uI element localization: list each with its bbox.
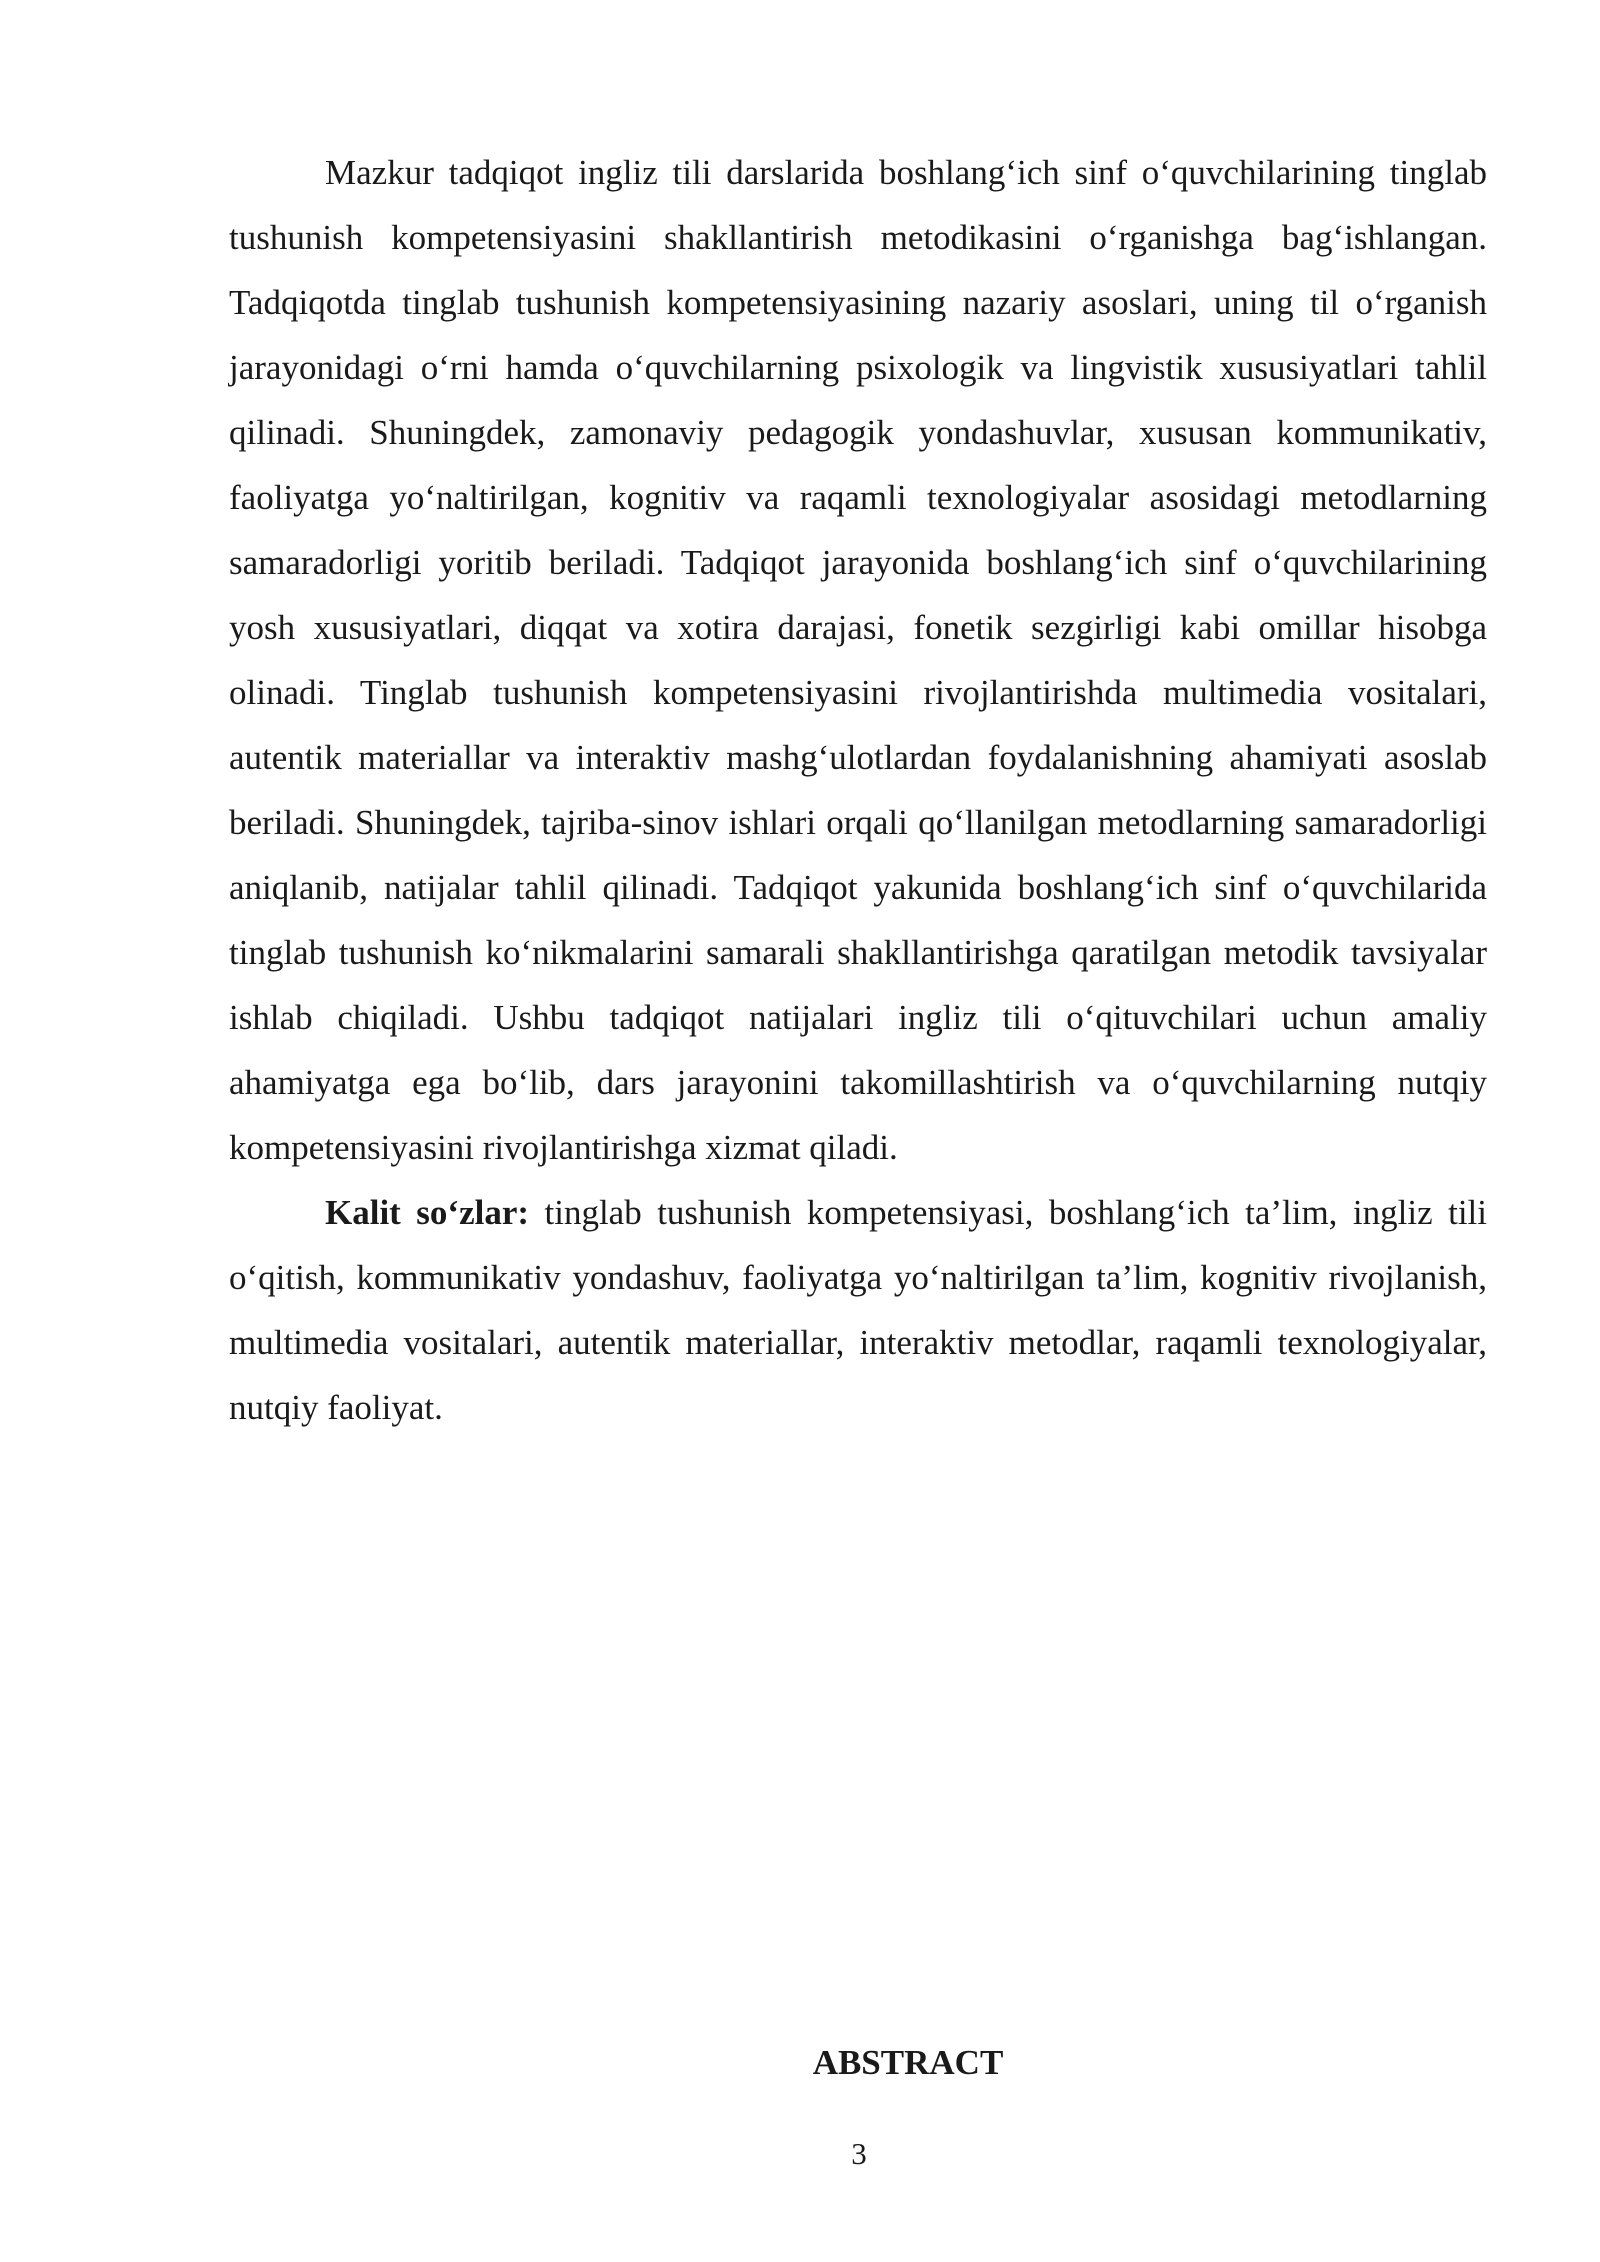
keywords-label: Kalit so‘zlar: [325,1193,530,1232]
keywords-paragraph [229,1180,1487,1440]
abstract-heading: ABSTRACT [812,2043,1004,2082]
page-number: 3 [851,2136,867,2171]
abstract-paragraph: Mazkur tadqiqot ingliz tili darslarida boshlang‘ich sinf o‘quvchilarining tinglab tushunish kompetensiyasini shakllantirish metodikasini o‘rganishga bag‘ishlangan. Tadqiqotda tinglab tushunish kompetensiyasining nazariy asoslari, uning til o‘rganish jarayonidagi o‘rni hamda o‘quvchilarning psixologik va lingvistik xususiyatlari tahlil qilinadi. Shuningdek, zamonaviy pedagogik yondashuvlar, xususan kommunikativ, faoliyatga yo‘naltirilgan, kognitiv va raqamli texnologiyalar asosidagi metodlarning samaradorligi yoritib beriladi. Tadqiqot jarayonida boshlang‘ich sinf o‘quvchilarining yosh xususiyatlari, diqqat va xotira darajasi, fonetik sezgirligi kabi omillar hisobga olinadi. Tinglab tushunish kompetensiyasini rivojlantirishda multimedia vositalari, autentik materiallar va interaktiv mashg‘ulotlardan foydalanishning ahamiyati asoslab beriladi. Shuningdek, tajriba-sinov ishlari orqali qo‘llanilgan metodlarning samaradorligi aniqlanib, natijalar tahlil qilinadi. Tadqiqot yakunida boshlang‘ich sinf o‘quvchilarida tinglab tushunish ko‘nikmalarini samarali shakllantirishga qaratilgan metodik tavsiyalar ishlab chiqiladi. Ushbu tadqiqot natijalari ingliz tili o‘qituvchilari uchun amaliy ahamiyatga ega bo‘lib, dars jarayonini takomillashtirish va o‘quvchilarning nutqiy kompetensiyasini rivojlantirishga xizmat qiladi. [229,153,1487,1167]
keywords-list: tinglab tushunish kompetensiyasi, boshlang‘ich ta’lim, ingliz tili o‘qitish, kommunikativ yondashuv, faoliyatga yo‘naltirilgan ta’lim, kognitiv rivojlanish, multimedia vositalari, autentik materiallar, interaktiv metodlar, raqamli texnologiyalar, nutqiy faoliyat. [229,1193,1487,1427]
page-content [229,140,1487,1440]
